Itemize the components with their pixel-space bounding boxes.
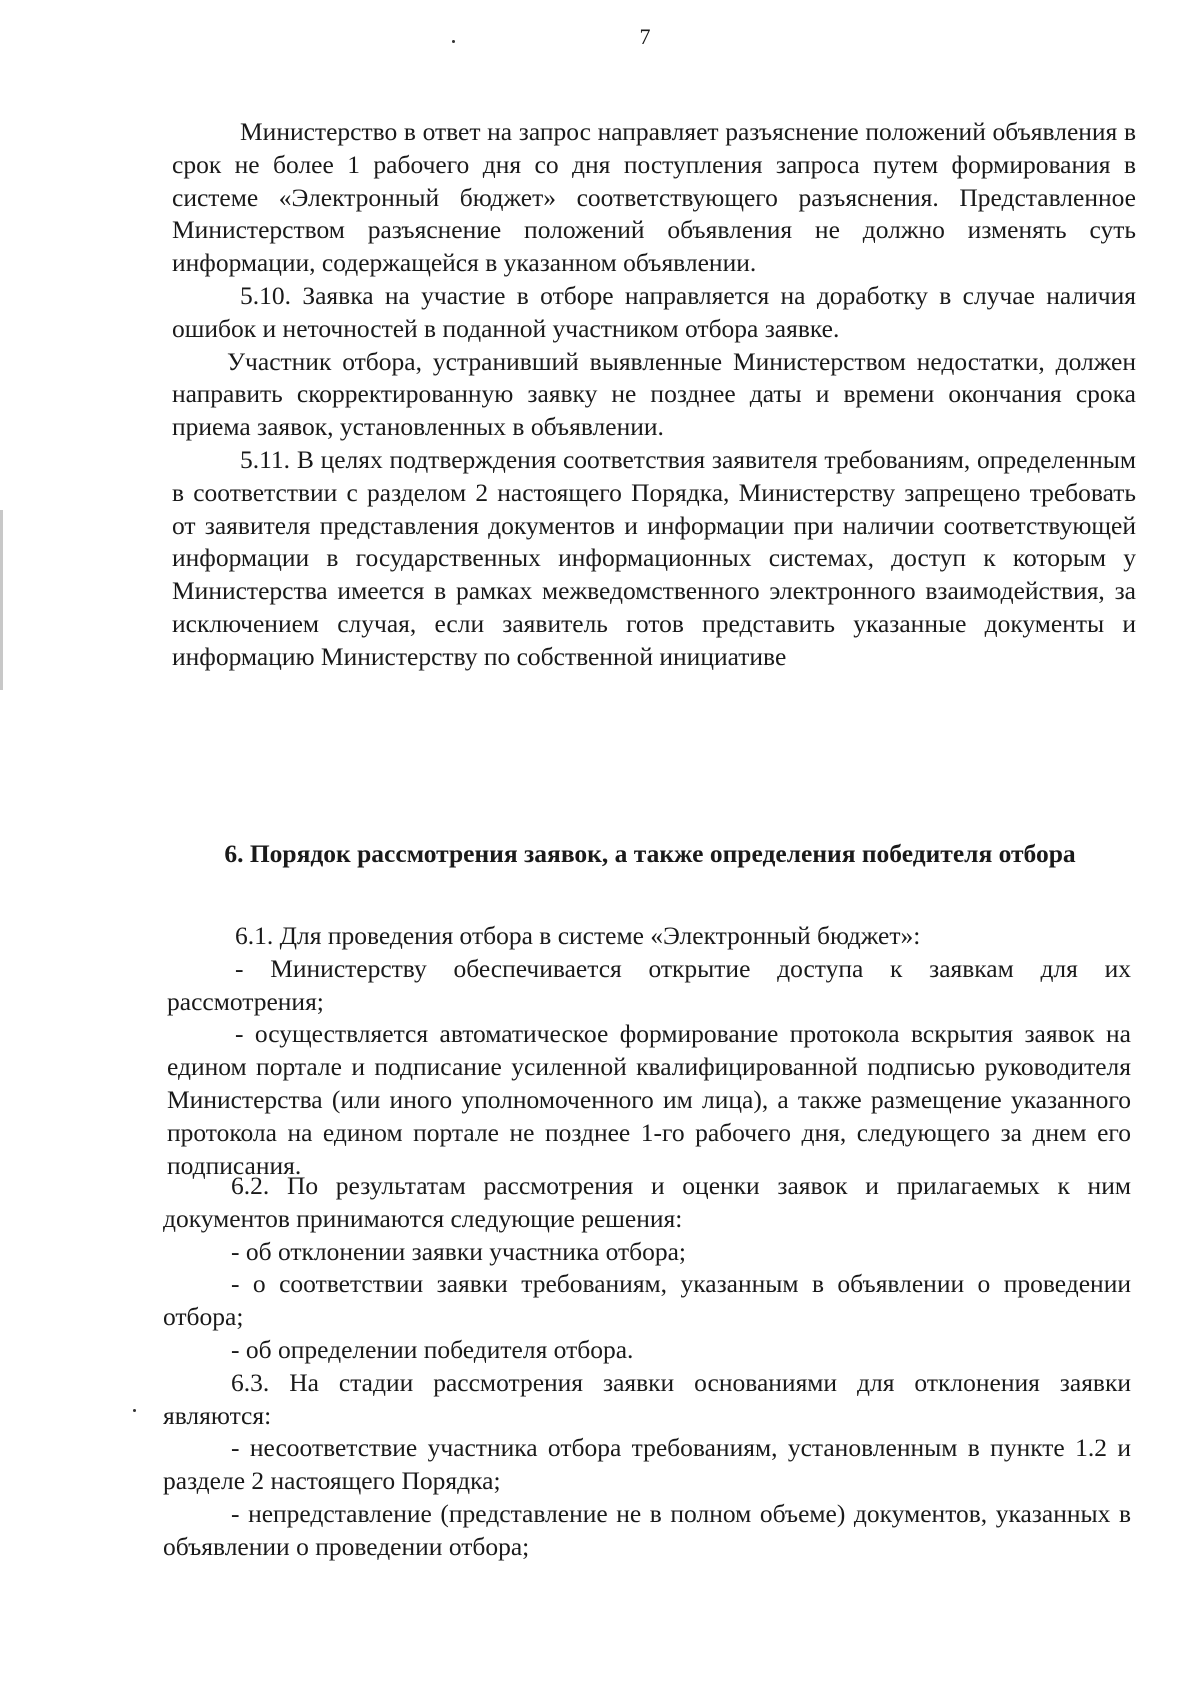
text-block-section-6-1	[167, 920, 1131, 1182]
text-block-section-6-2	[163, 1170, 1131, 1564]
paragraph: Министерство в ответ на запрос направляет разъяснение положений объявления в срок не более 1 рабочего дня со дня поступления запроса путем формирования в системе «Электронный бюджет» соответствующего разъяснения. Представленное Министерством разъяснение положений объявления не должно изменять суть информации, содержащейся в указанном объявлении.	[172, 117, 1136, 278]
paragraph: 6.3. На стадии рассмотрения заявки основаниями для отклонения заявки являются:	[163, 1367, 1131, 1430]
paragraph: 5.10. Заявка на участие в отборе направляется на доработку в случае наличия ошибок и неточностей в поданной участником отбора заявке.	[172, 280, 1136, 343]
list-item: - несоответствие участника отбора требованиям, установленным в пункте 1.2 и разделе 2 настоящего Порядка;	[163, 1433, 1131, 1496]
scan-edge-artifact	[0, 510, 3, 690]
section-heading: 6. Порядок рассмотрения заявок, а также определения победителя отбора	[224, 839, 1076, 868]
text-block-top	[172, 116, 1136, 674]
list-item: - о соответствии заявки требованиям, указанным в объявлении о проведении отбора;	[163, 1269, 1131, 1332]
paragraph: Участник отбора, устранивший выявленные Министерством недостатки, должен направить скорректированную заявку не позднее даты и времени окончания срока приема заявок, установленных в объявлении.	[172, 346, 1136, 442]
list-item: - об отклонении заявки участника отбора;	[231, 1236, 687, 1266]
list-item: - об определении победителя отбора.	[231, 1334, 634, 1364]
list-item: - непредставление (представление не в полном объеме) документов, указанных в объявлении о проведении отбора;	[163, 1498, 1131, 1561]
scan-speck	[452, 40, 455, 43]
list-item: - Министерству обеспечивается открытие доступа к заявкам для их рассмотрения;	[167, 953, 1131, 1016]
paragraph: 6.2. По результатам рассмотрения и оценки заявок и прилагаемых к ним документов принимаются следующие решения:	[163, 1171, 1131, 1233]
scan-speck	[133, 1409, 136, 1412]
page-number: 7	[639, 24, 651, 49]
paragraph: 5.11. В целях подтверждения соответствия заявителя требованиям, определенным в соответствии с разделом 2 настоящего Порядка, Министерству запрещено требовать от заявителя представления документов и информации при наличии соответствующей информации в государственных информационных системах, доступ к которым у Министерства имеется в рамках межведомственного электронного взаимодействия, за исключением случая, если заявитель готов представить указанные документы и информацию Министерству по собственной инициативе	[172, 444, 1136, 671]
paragraph: 6.1. Для проведения отбора в системе «Электронный бюджет»:	[235, 921, 921, 950]
list-item: - осуществляется автоматическое формирование протокола вскрытия заявок на едином портале и подписание усиленной квалифицированной подписью руководителя Министерства (или иного уполномоченного им лица), а также размещение указанного протокола на едином портале не позднее 1-го рабочего дня, следующего за днем его подписания.	[167, 1019, 1131, 1180]
